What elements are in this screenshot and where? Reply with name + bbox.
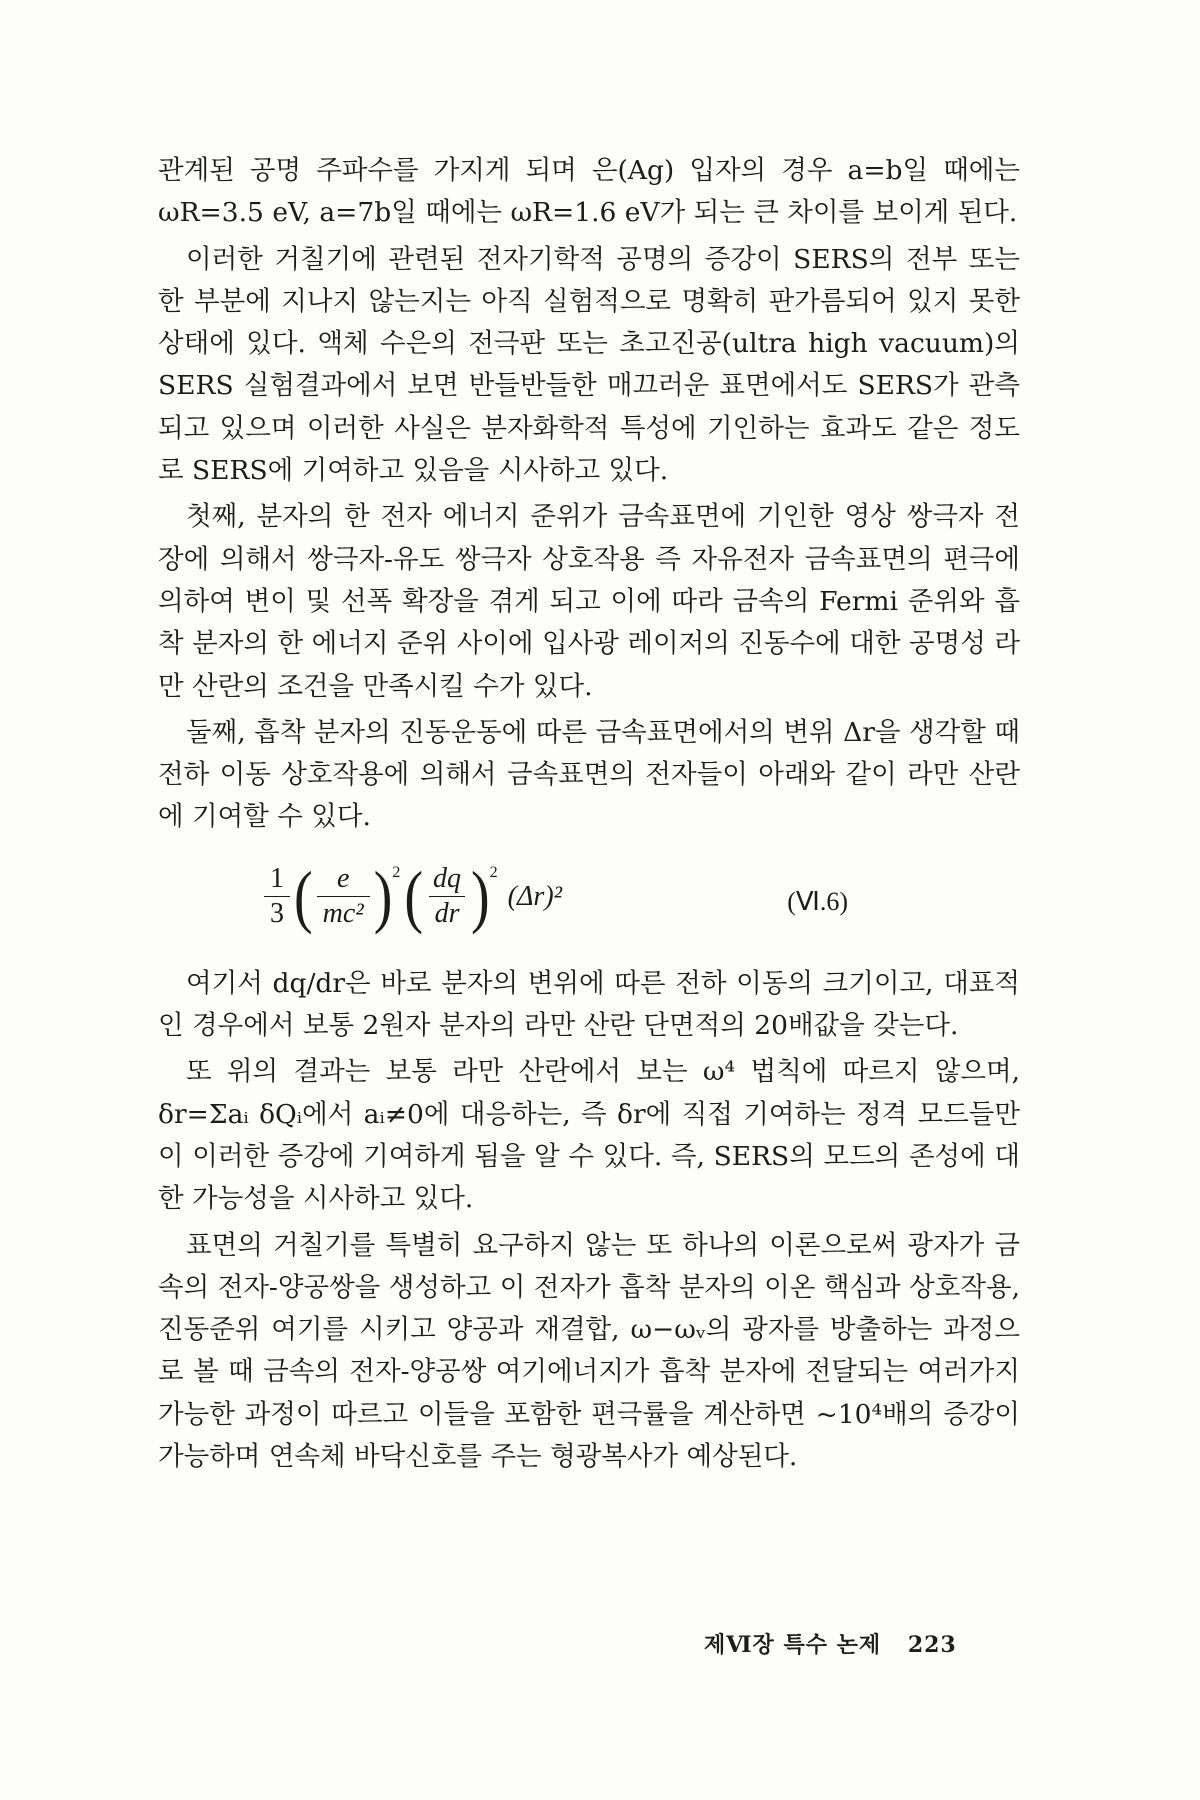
fraction-one-third xyxy=(264,862,290,931)
fraction-denominator: dr xyxy=(429,896,466,931)
exponent: 2 xyxy=(392,863,401,881)
page-number: 223 xyxy=(907,1632,957,1658)
left-paren: ( xyxy=(294,858,313,936)
paragraph-6: 또 위의 결과는 보통 라만 산란에서 보는 ω⁴ 법칙에 따르지 않으며, δr=Σaᵢ δQᵢ에서 aᵢ≠0에 대응하는, 즉 δr에 직접 기여하는 정격 모드들만이 이러한 증강에 기여하게 됨을 알 수 있다. 즉, SERS의 모드의 존성에 대한 가능성을 시사하고 있다. xyxy=(158,1056,1020,1215)
right-paren: ) xyxy=(373,858,393,936)
paragraph-3: 첫째, 분자의 한 전자 에너지 준위가 금속표면에 기인한 영상 쌍극자 전장에 의해서 쌍극자-유도 쌍극자 상호작용 즉 자유전자 금속표면의 편극에 의하여 변이 및 선폭 확장을 겪게 되고 이에 따라 금속의 Fermi 준위와 흡착 분자의 한 에너지 준위 사이에 입사광 레이저의 진동수에 대한 공명성 라만 산란의 조건을 만족시킬 수가 있다. xyxy=(158,501,1020,702)
body-text xyxy=(158,150,1020,1482)
equation-body xyxy=(260,849,562,945)
paragraph-7: 표면의 거칠기를 특별히 요구하지 않는 또 하나의 이론으로써 광자가 금속의 전자-양공쌍을 생성하고 이 전자가 흡착 분자의 이온 핵심과 상호작용, 진동준위 여기를 시키고 양공과 재결합, ω−ωᵥ의 광자를 방출하는 과정으로 볼 때 금속의 전자-양공쌍 여기에너지가 흡착 분자에 전달되는 여러가지 가능한 과정이 따르고 이들을 포함한 편극률을 계산하면 ~10⁴배의 증강이 가능하며 연속체 바닥신호를 주는 형광복사가 예상된다. xyxy=(158,1229,1020,1473)
fraction-numerator: dq xyxy=(433,863,462,895)
fraction-numerator: 1 xyxy=(270,863,284,895)
running-head: 제Ⅵ장 특수 논제 xyxy=(704,1632,882,1658)
equation-number: (Ⅵ.6) xyxy=(787,886,848,916)
paragraph-4: 둘째, 흡착 분자의 진동운동에 따른 금속표면에서의 변위 Δr을 생각할 때 전하 이동 상호작용에 의해서 금속표면의 전자들이 아래와 같이 라만 산란에 기여할 수 있다. xyxy=(158,716,1020,833)
equation-vi-6 xyxy=(158,845,1020,957)
delta-r-squared: (Δr)² xyxy=(507,880,563,912)
exponent: 2 xyxy=(489,863,498,881)
left-paren: ( xyxy=(404,858,424,936)
fraction-numerator: e xyxy=(336,863,350,895)
fraction-denominator: 3 xyxy=(264,896,290,931)
paragraph-5: 여기서 dq/dr은 바로 분자의 변위에 따른 전하 이동의 크기이고, 대표적인 경우에서 보통 2원자 분자의 라만 산란 단면적의 20배값을 갖는다. xyxy=(158,967,1020,1042)
fraction-dq-over-dr xyxy=(427,862,467,931)
fraction-e-over-mc2 xyxy=(317,862,370,931)
paragraph-2: 이러한 거칠기에 관련된 전자기학적 공명의 증강이 SERS의 전부 또는 한 부분에 지나지 않는지는 아직 실험적으로 명확히 판가름되어 있지 못한 상태에 있다. 액체 수은의 전극판 또는 초고진공(ultra high vacuum)의 SERS 실험결과에서 보면 반들반들한 매끄러운 표면에서도 SERS가 관측되고 있으며 이러한 사실은 분자화학적 특성에 기인하는 효과도 같은 정도로 SERS에 기여하고 있음을 시사하고 있다. xyxy=(158,243,1020,487)
page-footer xyxy=(704,1628,957,1659)
paragraph-1: 관계된 공명 주파수를 가지게 되며 은(Ag) 입자의 경우 a=b일 때에는 ωR=3.5 eV, a=7b일 때에는 ωR=1.6 eV가 되는 큰 차이를 보이게 된다. xyxy=(158,155,1020,229)
right-paren: ) xyxy=(471,858,490,936)
fraction-denominator: mc² xyxy=(317,896,370,931)
